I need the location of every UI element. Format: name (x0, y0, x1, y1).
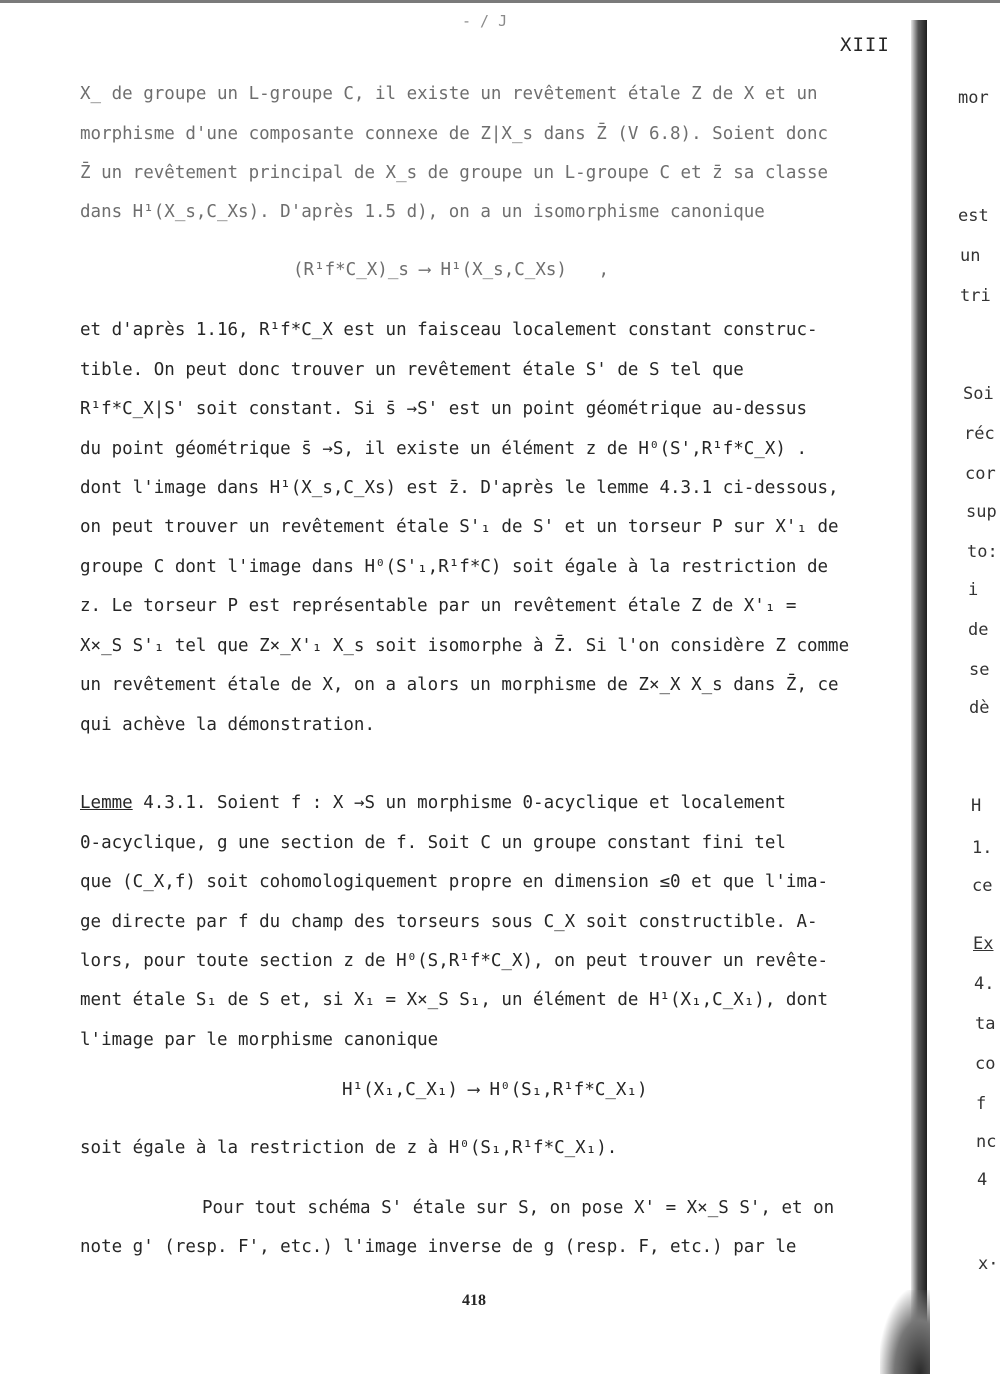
margin-fragment: 4 (977, 1170, 988, 1190)
lemma-line: lors, pour toute section z de H⁰(S,R¹f*C_X), on peut trouver un revête- (80, 951, 829, 971)
margin-fragment: de (968, 620, 989, 640)
lemma-line: soit égale à la restriction de z à H⁰(S₁,R¹f*C_X₁). (80, 1138, 618, 1158)
margin-fragment: 1. (972, 838, 993, 858)
margin-fragment: H (971, 796, 982, 816)
margin-fragment: nc (976, 1132, 997, 1152)
body-line: R¹f*C_X|S' soit constant. Si s̄ →S' est un point géométrique au-dessus (80, 399, 807, 419)
margin-fragment: réc (964, 424, 995, 444)
body-line: X×_S S'₁ tel que Z×_X'₁ X_s soit isomorphe à Z̄. Si l'on considère Z comme (80, 636, 850, 656)
margin-fragment: x· (978, 1254, 999, 1274)
margin-fragment: tri (960, 286, 991, 306)
body-line: morphisme d'une composante connexe de Z|X_s dans Z̄ (V 6.8). Soient donc (80, 124, 829, 144)
body-line: note g' (resp. F', etc.) l'image inverse de g (resp. F, etc.) par le (80, 1237, 797, 1257)
page-header-tag: XIII (840, 34, 890, 56)
lemma-line: ment étale S₁ de S et, si X₁ = X×_S S₁, un élément de H¹(X₁,C_X₁), dont (80, 990, 829, 1010)
body-line: un revêtement étale de X, on a alors un morphisme de Z×_X X_s dans Z̄, ce (80, 675, 839, 695)
margin-fragment: ce (972, 876, 993, 896)
body-line: groupe C dont l'image dans H⁰(S'₁,R¹f*C) soit égale à la restriction de (80, 557, 829, 577)
lemma-first-line (80, 791, 786, 815)
margin-fragment: dè (969, 698, 990, 718)
top-mark: - / J (462, 12, 508, 30)
margin-fragment: i (968, 580, 979, 600)
body-line: on peut trouver un revêtement étale S'₁ de S' et un torseur P sur X'₁ de (80, 517, 839, 537)
margin-fragment: un (960, 246, 981, 266)
lemma-label: Lemme (80, 793, 133, 813)
lemma-line: 0-acyclique, g une section de f. Soit C un groupe constant fini tel (80, 833, 786, 853)
body-line: dont l'image dans H¹(X_s,C_Xs) est z̄. D'après le lemme 4.3.1 ci-dessous, (80, 478, 839, 498)
margin-fragment: Ex (973, 934, 994, 954)
margin-fragment: est (958, 206, 989, 226)
margin-fragment: 4. (974, 974, 995, 994)
body-line: du point géométrique s̄ →S, il existe un élément z de H⁰(S',R¹f*C_X) . (80, 439, 807, 459)
top-border-line (0, 0, 1000, 3)
margin-fragment: se (969, 660, 990, 680)
lemma-line: 4.3.1. Soient f : X →S un morphisme 0-acyclique et localement (132, 793, 786, 813)
page-number: 418 (462, 1292, 486, 1309)
margin-fragment: mor (958, 88, 989, 108)
lemma-display-formula: H¹(X₁,C_X₁) ⟶ H⁰(S₁,R¹f*C_X₁) (342, 1080, 648, 1100)
lemma-line: l'image par le morphisme canonique (80, 1030, 439, 1050)
margin-fragment: sup (966, 502, 997, 522)
book-gutter-shadow-bottom (880, 1290, 930, 1374)
body-line: dans H¹(X_s,C_Xs). D'après 1.5 d), on a un isomorphisme canonique (80, 202, 765, 222)
margin-fragment: f (976, 1094, 987, 1114)
book-gutter-shadow (911, 20, 927, 1374)
margin-fragment: ta (975, 1014, 996, 1034)
lemma-line: que (C_X,f) soit cohomologiquement propre en dimension ≤0 et que l'ima- (80, 872, 829, 892)
margin-fragment: to: (967, 542, 998, 562)
lemma-line: ge directe par f du champ des torseurs sous C_X soit constructible. A- (80, 912, 818, 932)
adjacent-page-fragments (930, 0, 1000, 1374)
body-line: Pour tout schéma S' étale sur S, on pose X' = X×_S S', et on (202, 1198, 835, 1218)
margin-fragment: co (975, 1054, 996, 1074)
body-line: z. Le torseur P est représentable par un revêtement étale Z de X'₁ = (80, 596, 797, 616)
body-line: et d'après 1.16, R¹f*C_X est un faisceau localement constant construc- (80, 320, 818, 340)
margin-fragment: Soi (963, 384, 994, 404)
body-line: X_ de groupe un L-groupe C, il existe un revêtement étale Z de X et un (80, 84, 818, 104)
body-line: tible. On peut donc trouver un revêtement étale S' de S tel que (80, 360, 744, 380)
body-line: qui achève la démonstration. (80, 715, 376, 735)
margin-fragment: cor (965, 464, 996, 484)
body-line: Z̄ un revêtement principal de X_s de groupe un L-groupe C et z̄ sa classe (80, 163, 829, 183)
display-formula: (R¹f*C_X)_s ⟶ H¹(X_s,C_Xs) , (293, 260, 610, 280)
